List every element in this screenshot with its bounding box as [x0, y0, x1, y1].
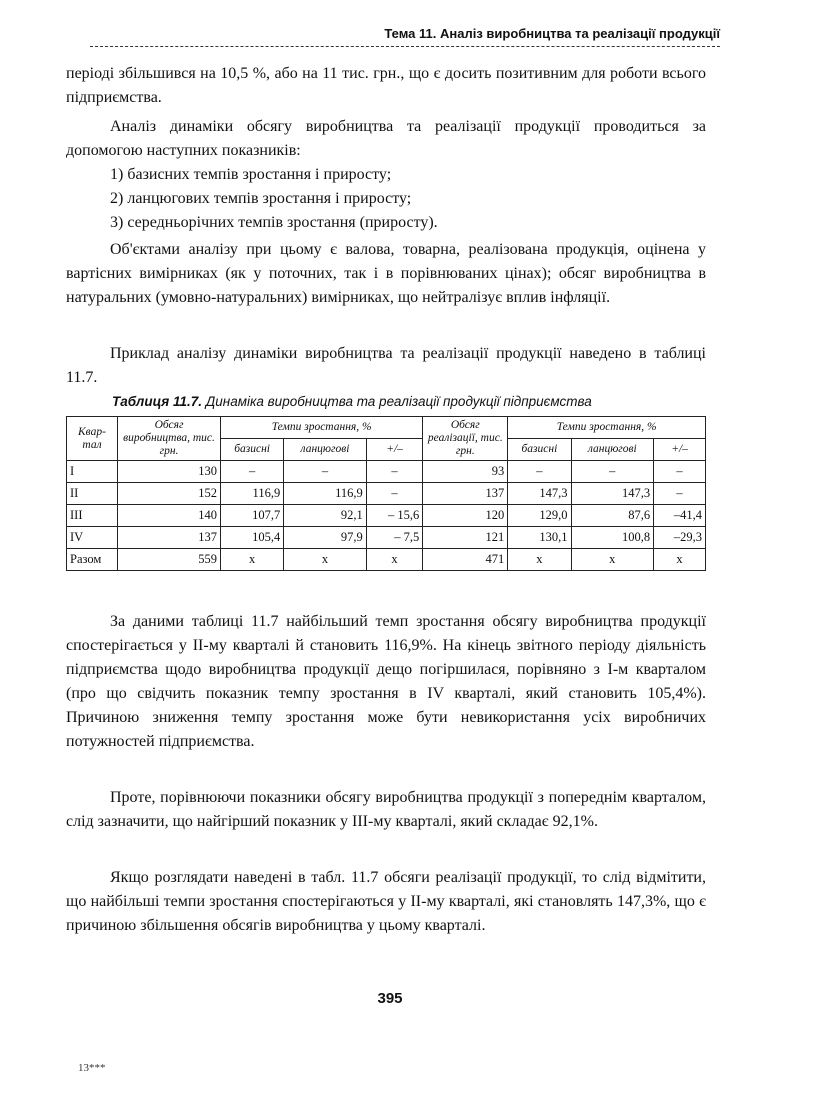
table-cell: 137 [423, 483, 508, 505]
table-cell: – [366, 483, 423, 505]
table-cell: 105,4 [221, 527, 284, 549]
paragraph-4: Приклад аналізу динаміки виробництва та реалізації продукції наведено в таблиці 11.7. [66, 345, 706, 386]
table-cell: – [221, 461, 284, 483]
table-cell: 107,7 [221, 505, 284, 527]
header-chain: ланцюгові [571, 439, 654, 461]
header-quarter: Квар-тал [67, 417, 118, 461]
paragraph-1: періоді збільшився на 10,5 %, або на 11 тис. грн., що є досить позитивним для роботи всього підприємства. [66, 65, 706, 106]
table-cell: 471 [423, 549, 508, 571]
table-cell: – [508, 461, 571, 483]
table-cell: – 7,5 [366, 527, 423, 549]
table-caption-number: Таблиця 11.7. [112, 394, 203, 409]
table-cell: 559 [118, 549, 221, 571]
table-cell: I [67, 461, 118, 483]
table-cell: 147,3 [571, 483, 654, 505]
table-cell: 140 [118, 505, 221, 527]
table-row [67, 461, 706, 483]
table-cell: 97,9 [284, 527, 367, 549]
table-cell: 147,3 [508, 483, 571, 505]
header-rule [90, 46, 720, 47]
table-cell: 120 [423, 505, 508, 527]
paragraph-7: Якщо розглядати наведені в табл. 11.7 обсяги реалізації продукції, то слід відмітити, що найбільші темпи зростання спостерігаються у II-му кварталі, які становлять 147,3%, що є причиною збільшення обсягів виробництва у цьому кварталі. [66, 869, 706, 934]
paragraph-2: Аналіз динаміки обсягу виробництва та реалізації продукції проводиться за допомогою наступних показників: [66, 118, 706, 159]
table-cell: 129,0 [508, 505, 571, 527]
table-cell: 93 [423, 461, 508, 483]
table-cell: – [571, 461, 654, 483]
table-cell: 116,9 [221, 483, 284, 505]
table-cell: 87,6 [571, 505, 654, 527]
list-item: 2) ланцюгових темпів зростання і приросту; [110, 190, 412, 207]
table-cell: – 15,6 [366, 505, 423, 527]
dynamics-table [66, 416, 706, 571]
table-cell: IV [67, 527, 118, 549]
paragraph-6: Проте, порівнюючи показники обсягу виробництва продукції з попереднім кварталом, слід зазначити, що найгірший показник у III-му кварталі, який складає 92,1%. [66, 789, 706, 830]
table-cell: – [654, 483, 706, 505]
header-sales-growth: Темпи зростання, % [508, 417, 706, 439]
table-cell: x [284, 549, 367, 571]
table-cell: – [654, 461, 706, 483]
table-cell: x [654, 549, 706, 571]
table-cell: 100,8 [571, 527, 654, 549]
table-cell: x [508, 549, 571, 571]
header-plusminus: +/– [654, 439, 706, 461]
table-cell: 130 [118, 461, 221, 483]
table-cell: x [221, 549, 284, 571]
table-cell: – [284, 461, 367, 483]
table-row [67, 483, 706, 505]
page-number: 395 [377, 990, 403, 1007]
table-cell: II [67, 483, 118, 505]
running-header: Тема 11. Аналіз виробництва та реалізації продукції [384, 26, 720, 41]
table-cell: –29,3 [654, 527, 706, 549]
header-basic: базисні [508, 439, 571, 461]
table-cell: –41,4 [654, 505, 706, 527]
table-cell: x [571, 549, 654, 571]
table-cell: – [366, 461, 423, 483]
table-cell: Разом [67, 549, 118, 571]
table-cell: 116,9 [284, 483, 367, 505]
paragraph-5: За даними таблиці 11.7 найбільший темп зростання обсягу виробництва продукції спостерігається у II-му кварталі й становить 116,9%. На кінець звітного періоду діяльність підприємства щодо виробництва продукції дещо погіршилася, порівняно з I-м кварталом (про що свідчить показник темпу зростання в IV кварталі, який становить 105,4%). Причиною зниження темпу зростання може бути невикористання усіх виробничих потужностей підприємства. [66, 613, 706, 750]
table-cell: 130,1 [508, 527, 571, 549]
header-production-volume: Обсяг виробництва, тис. грн. [118, 417, 221, 461]
table-cell: 121 [423, 527, 508, 549]
list-item: 1) базисних темпів зростання і приросту; [110, 166, 392, 183]
footer-mark: 13*** [78, 1062, 106, 1074]
header-basic: базисні [221, 439, 284, 461]
table-cell: 137 [118, 527, 221, 549]
list-item: 3) середньорічних темпів зростання (приросту). [110, 214, 438, 231]
header-production-growth: Темпи зростання, % [221, 417, 423, 439]
table-row [67, 527, 706, 549]
table-cell: 92,1 [284, 505, 367, 527]
table-caption-text: Динаміка виробництва та реалізації продукції підприємства [205, 394, 592, 409]
indicator-list [110, 163, 438, 235]
table-row [67, 505, 706, 527]
table-cell: x [366, 549, 423, 571]
header-chain: ланцюгові [284, 439, 367, 461]
table-row-total [67, 549, 706, 571]
header-sales-volume: Обсяг реалізації, тис. грн. [423, 417, 508, 461]
table-cell: III [67, 505, 118, 527]
table-cell: 152 [118, 483, 221, 505]
table-caption [112, 394, 712, 409]
header-plusminus: +/– [366, 439, 423, 461]
paragraph-3: Об'єктами аналізу при цьому є валова, товарна, реалізована продукція, оцінена у вартісних вимірниках (як у поточних, так і в порівнюваних цінах); обсяг виробництва в натуральних (умовно-натуральних) вимірниках, що нейтралізує вплив інфляції. [66, 241, 706, 306]
